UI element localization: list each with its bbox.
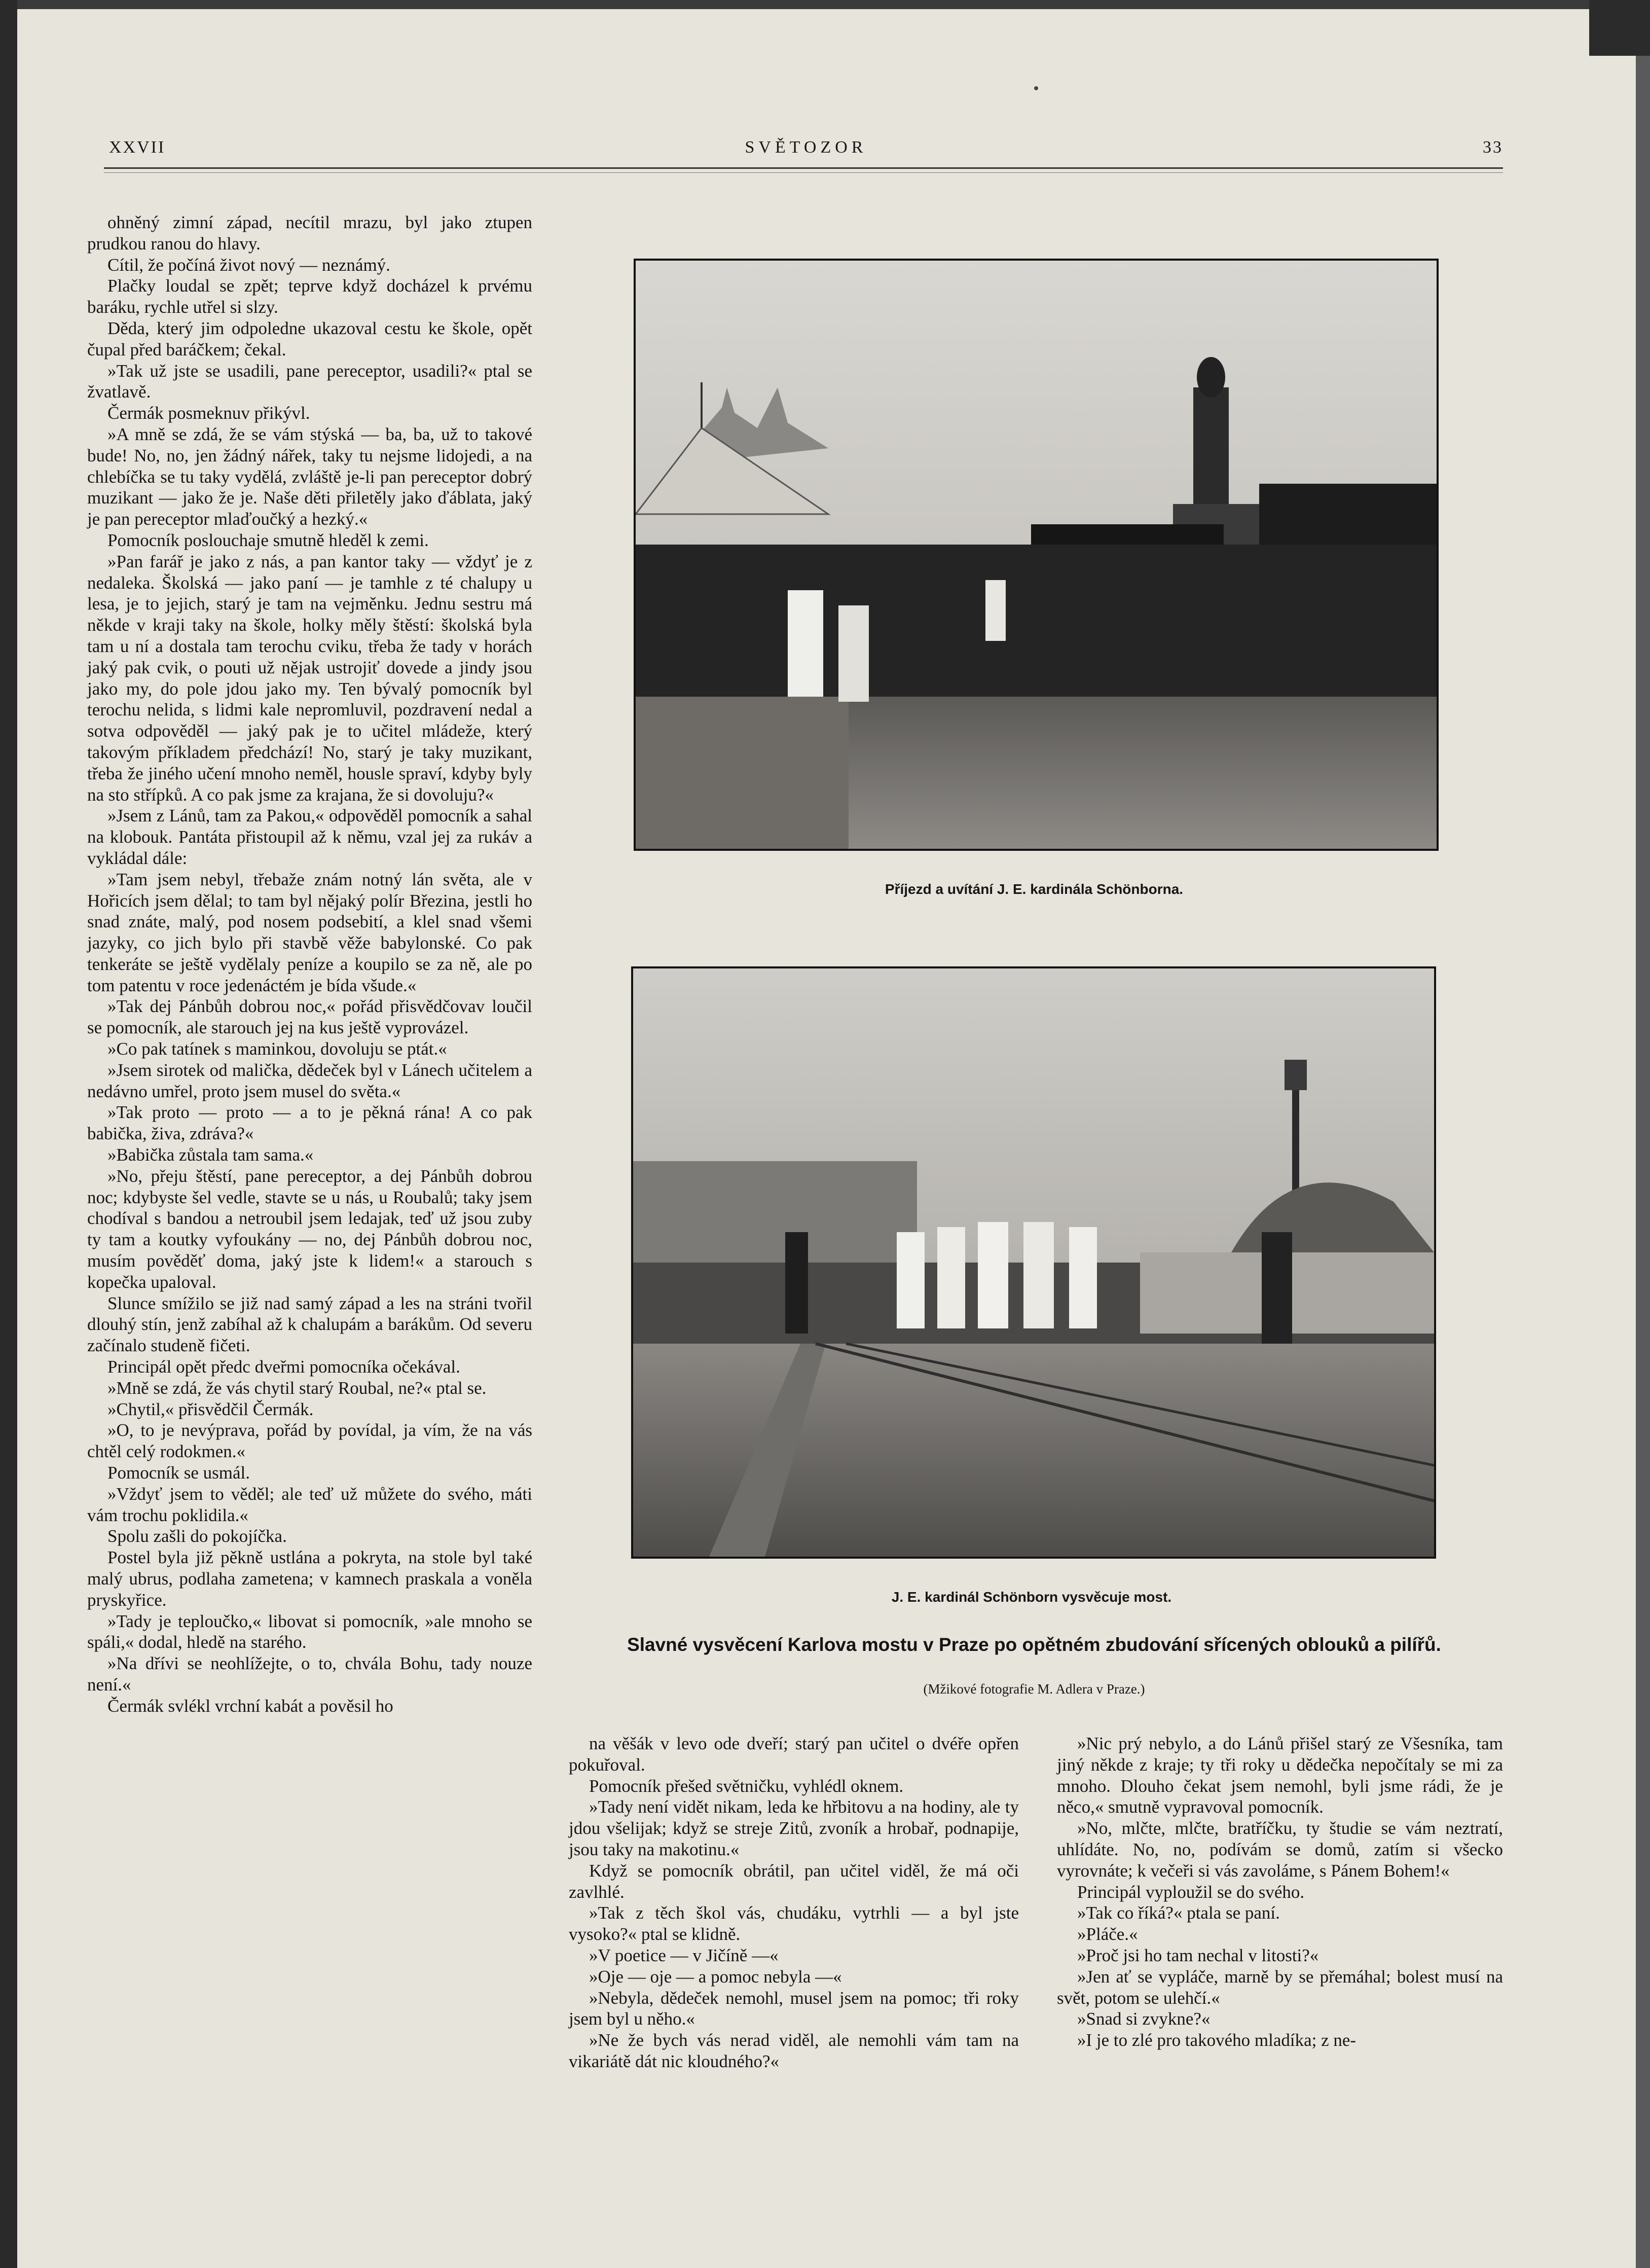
magazine-title: SVĚTOZOR: [745, 138, 867, 157]
paragraph: »Oje — oje — a pomoc nebyla —«: [589, 1966, 842, 1987]
scan-edge-top: [0, 0, 1650, 9]
paragraph: Cítil, že počíná život nový — neznámý.: [107, 255, 390, 275]
paragraph: »Snad si zvykne?«: [1077, 2009, 1211, 2029]
paragraph: »Ne že bych vás nerad viděl, ale nemohli vám tam na vikariátě dát nic kloudného?«: [569, 2030, 1019, 2071]
paragraph: Pomocník poslouchaje smutně hleděl k zemi.: [107, 530, 429, 550]
paragraph: »Chytil,« přisvědčil Čermák.: [107, 1399, 314, 1419]
paragraph: »Vždyť jsem to věděl; ale teď už můžete do svého, máti vám trochu poklidila.«: [87, 1484, 532, 1525]
paragraph: Pomocník přešed světničku, vyhlédl oknem.: [589, 1776, 904, 1796]
paragraph: Principál opět předc dveřmi pomocníka očekával.: [107, 1357, 460, 1377]
paragraph: »Tak co říká?« ptala se paní.: [1077, 1903, 1280, 1923]
paragraph: »Pláče.«: [1077, 1924, 1138, 1945]
paragraph: na věšák v levo ode dveří; starý pan učitel o dvéře opřen pokuřoval.: [569, 1734, 1019, 1775]
volume-number: XXVII: [109, 138, 166, 157]
photo-arrival-cardinal: [634, 259, 1439, 851]
paragraph: »Nebyla, dědeček nemohl, musel jsem na pomoc; tři roky jsem byl u něho.«: [569, 1988, 1019, 2029]
paragraph: »Proč jsi ho tam nechal v litosti?«: [1077, 1945, 1319, 1965]
paragraph: »Jsem z Lánů, tam za Pakou,« odpověděl pomocník a sahal na klobouk. Pantáta přistoupil až k němu, vzal jej za rukáv a vykládal dále:: [87, 806, 532, 868]
paragraph: »I je to zlé pro takového mladíka; z ne-: [1077, 2030, 1356, 2050]
paragraph: »Jsem sirotek od malička, dědeček byl v Lánech učitelem a nedávno umřel, proto jsem musel do světa.«: [87, 1060, 532, 1101]
text-column-middle: [569, 1733, 1019, 2072]
paragraph: Principál vyploužil se do svého.: [1077, 1882, 1305, 1902]
photo-caption-consecration: J. E. kardinál Schönborn vysvěcuje most.: [891, 1589, 1172, 1605]
photo-caption-arrival: Příjezd a uvítání J. E. kardinála Schönborna.: [885, 881, 1184, 897]
figure-main-caption: Slavné vysvěcení Karlova mostu v Praze po opětném zbudování sřícených oblouků a pilířů.: [627, 1634, 1441, 1655]
paragraph: ohněný zimní západ, necítil mrazu, byl jako ztupen prudkou ranou do hlavy.: [87, 212, 532, 254]
paragraph: Spolu zašli do pokojíčka.: [107, 1526, 287, 1546]
page-number: 33: [1483, 138, 1503, 157]
paragraph: Když se pomocník obrátil, pan učitel viděl, že má oči zavlhlé.: [569, 1860, 1019, 1902]
scan-edge-left: [0, 0, 17, 2268]
paragraph: »Tak už jste se usadili, pane pereceptor, usadili?« ptal se žvatlavě.: [87, 361, 532, 402]
paragraph: »Tady je teploučko,« libovat si pomocník, »ale mnoho se spáli,« dodal, hledě na starého.: [87, 1611, 532, 1652]
header-rule: [104, 167, 1503, 169]
paragraph: »Jen ať se vypláče, marně by se přemáhal; bolest musí na svět, potom se ulehčí.«: [1057, 1966, 1503, 2008]
paragraph: »Tak proto — proto — a to je pěkná rána! A co pak babička, živa, zdráva?«: [87, 1102, 532, 1144]
paragraph: »Tam jsem nebyl, třebaže znám notný lán světa, ale v Hořicích jsem dělal; to tam byl nějaký polír Březina, jestli ho snad znáte, malý, pod nosem podsebití, a klel snad všemi jazyky, co jich bylo při stavbě věže babylonské. Co pak tenkeráte se ještě vydělaly peníze a koupilo se za ně, ale po tom patentu v roce jedenáctém je bída všude.«: [87, 869, 532, 995]
paragraph: »Tak dej Pánbůh dobrou noc,« pořád přisvědčovav loučil se pomocník, ale starouch jej na kus ještě vyprovázel.: [87, 996, 532, 1038]
paragraph: »Na dřívi se neohlížejte, o to, chvála Bohu, tady nouze není.«: [87, 1653, 532, 1695]
text-column-right: [1057, 1733, 1503, 2051]
paragraph: Čermák posmeknuv přikývl.: [107, 403, 310, 423]
paragraph: »Tady není vidět nikam, leda ke hřbitovu a na hodiny, ale ty jdou všelijak; když se streje Zitů, zvoník a hrobař, podnapije, jsou taky na makotinu.«: [569, 1797, 1019, 1859]
paragraph: »V poetice — v Jičíně —«: [589, 1945, 779, 1965]
paragraph: »Pan farář je jako z nás, a pan kantor taky — vždyť je z nedaleka. Školská — jako paní — je tamhle z té chalupy u lesa, je to jejich, starý je tam na vejměnku. Jednu sestru má někde v kraji taky na škole, holky měly štěstí: školská byla tam u ní a dostala tam terochu cviku, třeba že tady v horách jaký pak cvik, o pouti už nějak ustrojiť dovede a jindy jsou jako my, do pole jdou jako my. Ten bývalý pomocník byl terochu nelida, s lidmi kale nepromluvil, pozdravení nedal a sotva odpověděl — jaký pak je to učitel mládeže, který takovým příkladem předchází! No, starý je taky muzikant, třeba že jiného učení mnoho neměl, housle spraví, kdyby byly na sto střípků. A co pak jsme za krajana, že si dovoluju?«: [87, 551, 532, 805]
paragraph: »No, mlčte, mlčte, bratříčku, ty študie se vám neztratí, uhlídáte. No, no, podívám se domů, zatím si všecko vyrovnáte; k večeři si vás zavoláme, s Pánem Bohem!«: [1057, 1818, 1503, 1881]
scan-edge-right: [1636, 0, 1650, 2268]
paragraph: Čermák svlékl vrchní kabát a pověsil ho: [107, 1696, 393, 1716]
text-column-left: [87, 212, 532, 1717]
paragraph: »Nic prý nebylo, a do Lánů přišel starý ze Všesníka, tam jiný někde z kraje; ty tři roky u dědečka nepočítaly se mi za mnoho. Dlouho čekat jsem nemohl, byli jsme rádi, že je něco,« smutně vypravoval pomocník.: [1057, 1734, 1503, 1817]
paragraph: Děda, který jim odpoledne ukazoval cestu ke škole, opět čupal před baráčkem; čekal.: [87, 318, 532, 359]
paragraph: »Tak z těch škol vás, chudáku, vytrhli — a byl jste vysoko?« ptal se klidně.: [569, 1903, 1019, 1945]
paragraph: »Babička zůstala tam sama.«: [107, 1145, 314, 1165]
paragraph: »No, přeju štěstí, pane pereceptor, a dej Pánbůh dobrou noc; kdybyste šel vedle, stavte se u nás, u Roubalů; taky jsem chodíval s bandou a netroubil jsem ledajak, teď už jsou zuby ty tam a koutky vyfoukány — no, dej Pánbůh dobrou noc, musím pověděť doma, jaký jste k lidem!« a starouch s kopečka upaloval.: [87, 1166, 532, 1292]
header-rule-thin: [104, 172, 1503, 173]
speck: [1034, 86, 1038, 90]
paragraph: »A mně se zdá, že se vám stýská — ba, ba, už to takové bude! No, no, jen žádný nářek, taky tu nejsme lidojedi, a na chlebíčka se tu taky vydělá, zvláště je-li pan pereceptor dobrý muzikant — jako že je. Naše děti přiletěly jako ďáblata, jaký je pan pereceptor mlaďoučký a hezký.«: [87, 424, 532, 529]
paragraph: Slunce smížilo se již nad samý západ a les na stráni tvořil dlouhý stín, jenž zabíhal až k chalupám a barákům. Od severu začínalo studeně fičeti.: [87, 1293, 532, 1356]
paragraph: Plačky loudal se zpět; teprve když docházel k prvému baráku, rychle utřel si slzy.: [87, 276, 532, 317]
scan-corner: [1589, 0, 1650, 56]
paragraph: »Mně se zdá, že vás chytil starý Roubal, ne?« ptal se.: [107, 1378, 487, 1398]
paragraph: »O, to je nevýprava, pořád by povídal, ja vím, že na vás chtěl celý rodokmen.«: [87, 1420, 532, 1462]
paragraph: Postel byla již pěkně ustlána a pokryta, na stole byl také malý ubrus, podlaha zametena; v kamnech praskala a voněla pryskyřice.: [87, 1547, 532, 1610]
paragraph: Pomocník se usmál.: [107, 1463, 250, 1483]
photo-credit: (Mžikové fotografie M. Adlera v Praze.): [923, 1681, 1145, 1697]
photo-bridge-consecration: [631, 966, 1436, 1559]
running-head: [109, 138, 1503, 168]
paragraph: »Co pak tatínek s maminkou, dovoluju se ptát.«: [107, 1039, 447, 1059]
